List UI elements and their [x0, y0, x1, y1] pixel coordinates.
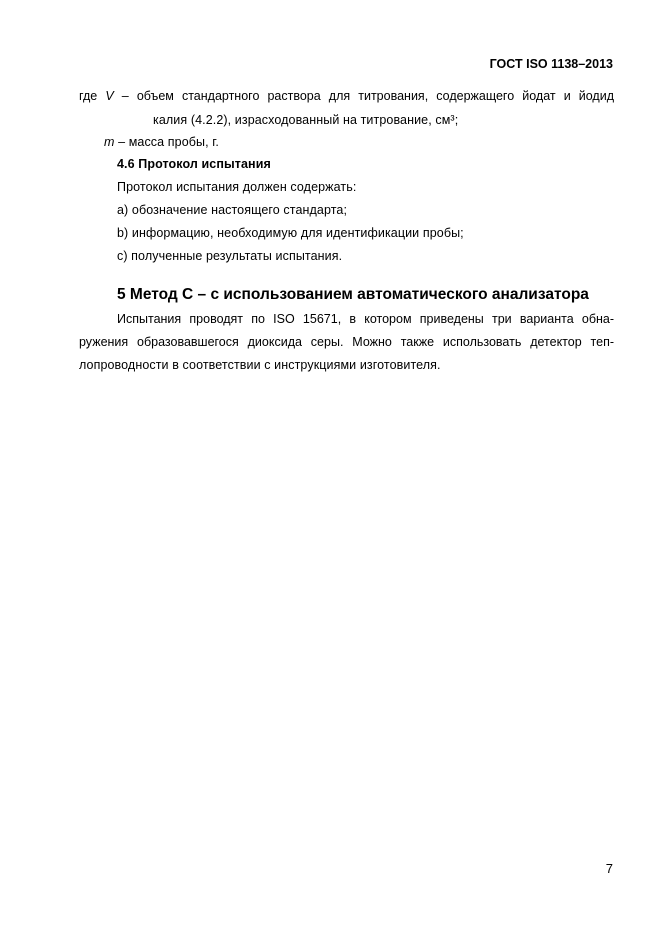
section-4-6-title: 4.6 Протокол испытания: [117, 157, 271, 171]
legend-m-line: [104, 134, 219, 150]
legend-m-symbol: m: [104, 135, 115, 149]
section-5-para-line3: лопроводности в соответствии с инструкциями изготовителя.: [79, 358, 441, 372]
section-5-para-line2: ружения образовавшегося диоксида серы. Можно также использовать детектор теп-: [79, 335, 614, 349]
list-item: c) полученные результаты испытания.: [117, 249, 343, 263]
legend-v-prefix: где: [79, 89, 106, 103]
list-item: b) информацию, необходимую для идентификации пробы;: [117, 226, 464, 240]
legend-v-text: – объем стандартного раствора для титрования, содержащего йодат и йодид: [113, 89, 615, 103]
list-item: a) обозначение настоящего стандарта;: [117, 203, 348, 217]
section-4-6-intro: Протокол испытания должен содержать:: [117, 180, 357, 194]
legend-v-line2: калия (4.2.2), израсходованный на титрование, см³;: [153, 113, 459, 127]
legend-v-line1: [79, 88, 614, 104]
page-number: 7: [605, 861, 613, 876]
legend-m-text: – масса пробы, г.: [114, 135, 219, 149]
section-5-title: 5 Метод С – с использованием автоматического анализатора: [117, 286, 589, 303]
document-header: ГОСТ ISO 1138–2013: [489, 57, 613, 71]
legend-v-symbol: V: [105, 89, 114, 103]
section-5-para-line1: Испытания проводят по ISO 15671, в котором приведены три варианта обна-: [117, 312, 614, 326]
